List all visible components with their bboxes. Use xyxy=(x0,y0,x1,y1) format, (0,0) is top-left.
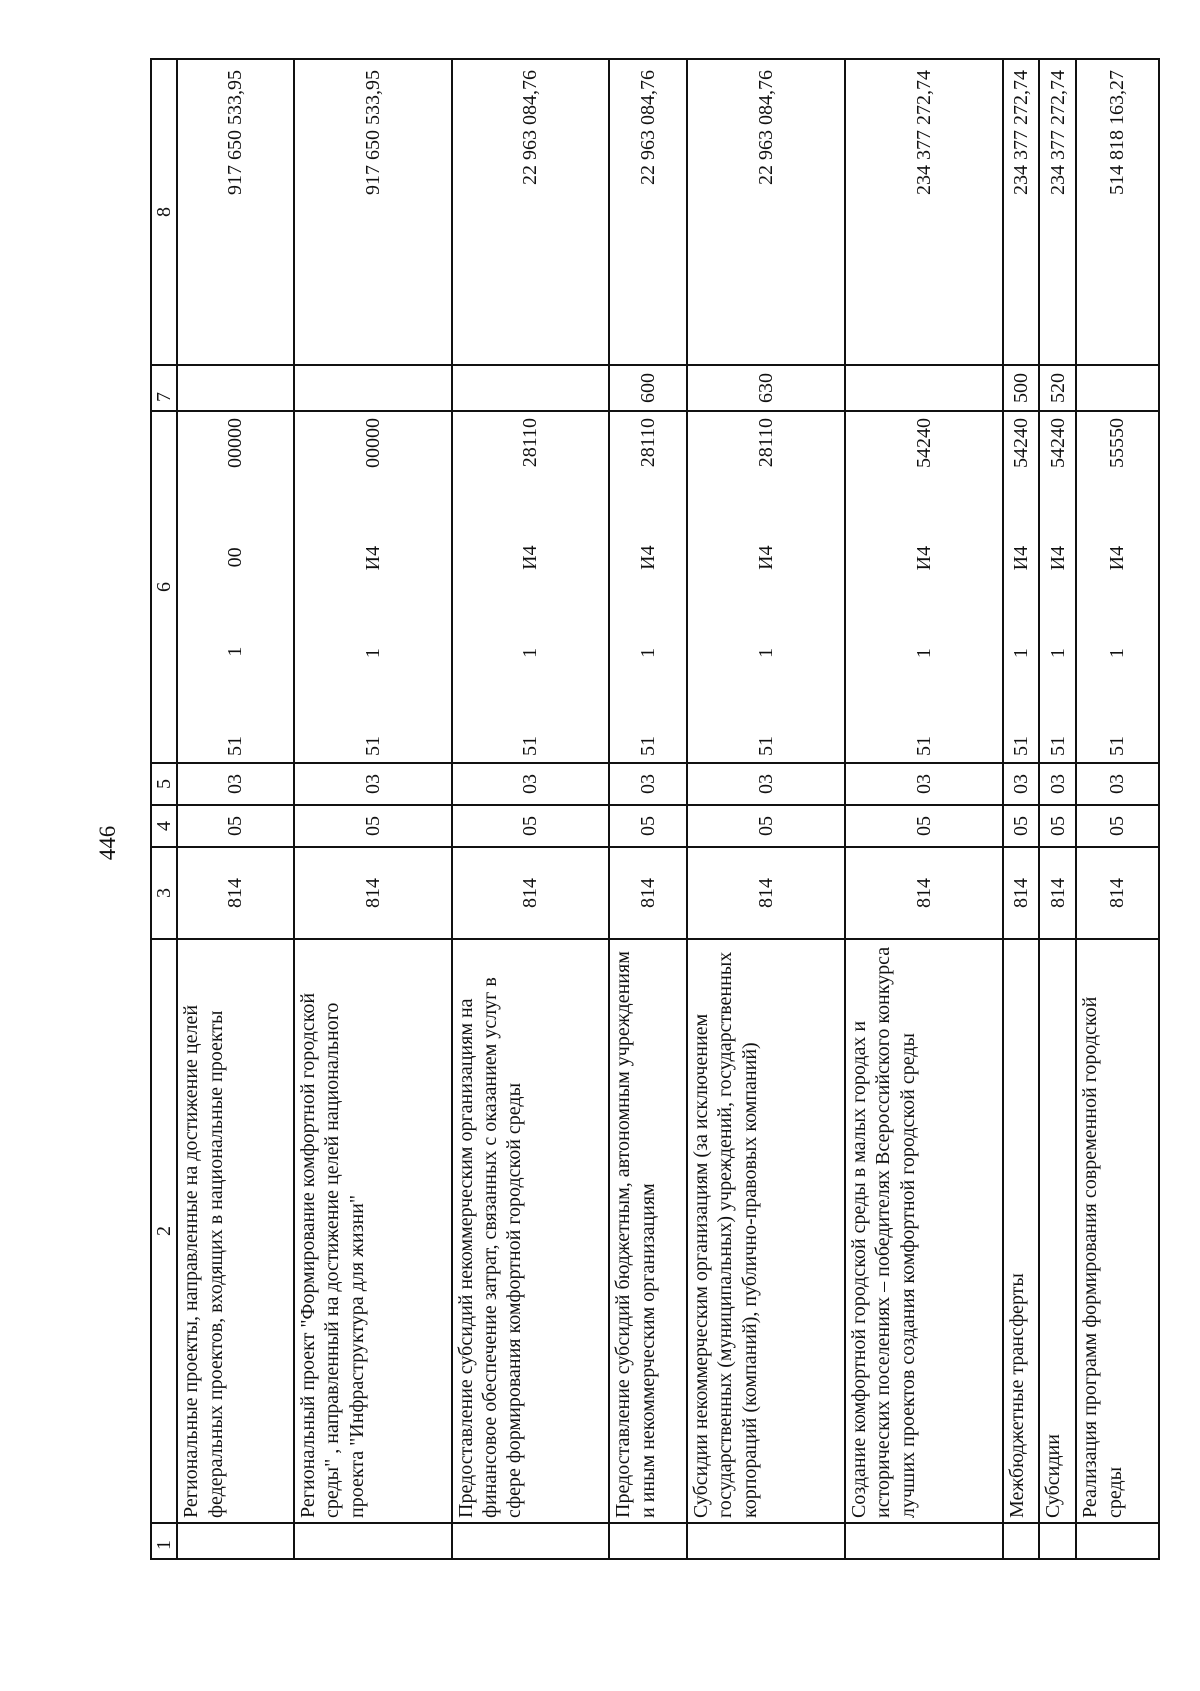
target-article-part: 51 xyxy=(1106,736,1129,756)
target-article-part: И4 xyxy=(519,545,542,570)
target-article-part: И4 xyxy=(1106,545,1129,571)
target-article-part: И4 xyxy=(912,545,935,571)
target-article-part: 28110 xyxy=(637,418,660,468)
admin-code-cell: 814 xyxy=(845,847,1003,939)
description-cell: Региональные проекты, направленные на достижение целей федеральных проектов, входящих в национальные проекты xyxy=(177,939,293,1523)
table-row xyxy=(609,59,687,1559)
subsection-code-cell: 03 xyxy=(294,763,452,805)
row-number-cell xyxy=(1003,1523,1040,1559)
target-article-cell xyxy=(1003,411,1040,763)
section-code-cell: 05 xyxy=(609,805,687,847)
column-header: 4 xyxy=(151,805,177,847)
admin-code-cell: 814 xyxy=(294,847,452,939)
header-row xyxy=(151,59,177,1559)
amount-cell: 234 377 272,74 xyxy=(845,59,1003,365)
description-cell: Создание комфортной городской среды в малых городах и исторических поселениях – победителях Всероссийского конкурса лучших проектов создания комфортной городской среды xyxy=(845,939,1003,1523)
description-cell: Предоставление субсидий некоммерческим организациям на финансовое обеспечение затрат, связанных с оказанием услуг в сфере формирования комфортной городской среды xyxy=(452,939,610,1523)
table-row xyxy=(687,59,845,1559)
subsection-code-cell: 03 xyxy=(1003,763,1040,805)
target-article-part: 51 xyxy=(519,736,542,756)
expense-type-cell xyxy=(1076,365,1159,411)
target-article-part: 1 xyxy=(361,648,384,659)
target-article-cell xyxy=(1076,411,1159,763)
section-code-cell: 05 xyxy=(452,805,610,847)
expense-type-cell xyxy=(177,365,293,411)
subsection-code-cell: 03 xyxy=(687,763,845,805)
expense-type-cell xyxy=(845,365,1003,411)
target-article-cell xyxy=(294,411,452,763)
row-number-cell xyxy=(177,1523,293,1559)
section-code-cell: 05 xyxy=(845,805,1003,847)
target-article-part: И4 xyxy=(754,545,777,570)
budget-table-container xyxy=(150,60,1160,1560)
amount-cell: 917 650 533,95 xyxy=(294,59,452,365)
row-number-cell xyxy=(609,1523,687,1559)
row-number-cell xyxy=(1076,1523,1159,1559)
target-article-part: И4 xyxy=(637,545,660,570)
column-header: 8 xyxy=(151,59,177,365)
section-code-cell: 05 xyxy=(687,805,845,847)
admin-code-cell: 814 xyxy=(177,847,293,939)
target-article-part: 51 xyxy=(361,736,384,756)
target-article-part: 51 xyxy=(1046,736,1069,756)
description-cell: Региональный проект "Формирование комфортной городской среды" , направленный на достижение целей национального проекта "Инфраструктура для жизни" xyxy=(294,939,452,1523)
budget-table xyxy=(150,58,1160,1560)
target-article-cell xyxy=(845,411,1003,763)
target-article-part: 1 xyxy=(912,648,935,659)
target-article-part: 51 xyxy=(224,736,247,756)
row-number-cell xyxy=(687,1523,845,1559)
subsection-code-cell: 03 xyxy=(1039,763,1076,805)
amount-cell: 22 963 084,76 xyxy=(687,59,845,365)
target-article-part: 54240 xyxy=(912,418,935,469)
amount-cell: 514 818 163,27 xyxy=(1076,59,1159,365)
target-article-cell xyxy=(687,411,845,763)
target-article-part: 1 xyxy=(637,647,660,658)
target-article-part: 51 xyxy=(912,736,935,756)
admin-code-cell: 814 xyxy=(1076,847,1159,939)
target-article-part: 1 xyxy=(754,647,777,658)
target-article-part: 00000 xyxy=(361,418,384,469)
target-article-part: 1 xyxy=(1009,648,1032,659)
description-cell: Реализация программ формирования современной городской среды xyxy=(1076,939,1159,1523)
target-article-part: 51 xyxy=(1009,736,1032,756)
admin-code-cell: 814 xyxy=(687,847,845,939)
section-code-cell: 05 xyxy=(1003,805,1040,847)
table-row xyxy=(1076,59,1159,1559)
target-article-part: 1 xyxy=(224,646,247,657)
target-article-part: И4 xyxy=(1046,545,1069,571)
target-article-part: 00 xyxy=(224,547,247,568)
target-article-cell xyxy=(452,411,610,763)
target-article-part: 00000 xyxy=(224,418,247,469)
target-article-part: 51 xyxy=(637,736,660,756)
column-header: 2 xyxy=(151,939,177,1523)
subsection-code-cell: 03 xyxy=(609,763,687,805)
row-number-cell xyxy=(1039,1523,1076,1559)
subsection-code-cell: 03 xyxy=(845,763,1003,805)
section-code-cell: 05 xyxy=(1076,805,1159,847)
target-article-cell xyxy=(609,411,687,763)
target-article-part: И4 xyxy=(361,545,384,571)
amount-cell: 234 377 272,74 xyxy=(1039,59,1076,365)
admin-code-cell: 814 xyxy=(609,847,687,939)
table-row xyxy=(1039,59,1076,1559)
column-header: 7 xyxy=(151,365,177,411)
target-article-part: 1 xyxy=(519,647,542,658)
row-number-cell xyxy=(294,1523,452,1559)
amount-cell: 917 650 533,95 xyxy=(177,59,293,365)
column-header: 3 xyxy=(151,847,177,939)
expense-type-cell: 600 xyxy=(609,365,687,411)
column-header: 5 xyxy=(151,763,177,805)
description-cell: Предоставление субсидий бюджетным, автономным учреждениям и иным некоммерческим организациям xyxy=(609,939,687,1523)
expense-type-cell xyxy=(452,365,610,411)
expense-type-cell: 500 xyxy=(1003,365,1040,411)
row-number-cell xyxy=(845,1523,1003,1559)
target-article-cell xyxy=(177,411,293,763)
description-cell: Субсидии некоммерческим организациям (за исключением государственных (муниципальных) учреждений, государственных корпораций (компаний), публично-правовых компаний) xyxy=(687,939,845,1523)
description-cell: Субсидии xyxy=(1039,939,1076,1523)
target-article-part: И4 xyxy=(1009,545,1032,571)
section-code-cell: 05 xyxy=(1039,805,1076,847)
table-row xyxy=(177,59,293,1559)
amount-cell: 22 963 084,76 xyxy=(609,59,687,365)
column-header: 1 xyxy=(151,1523,177,1559)
amount-cell: 234 377 272,74 xyxy=(1003,59,1040,365)
expense-type-cell xyxy=(294,365,452,411)
row-number-cell xyxy=(452,1523,610,1559)
amount-cell: 22 963 084,76 xyxy=(452,59,610,365)
target-article-part: 54240 xyxy=(1009,418,1032,469)
expense-type-cell: 630 xyxy=(687,365,845,411)
target-article-part: 1 xyxy=(1106,648,1129,659)
admin-code-cell: 814 xyxy=(1039,847,1076,939)
subsection-code-cell: 03 xyxy=(177,763,293,805)
admin-code-cell: 814 xyxy=(452,847,610,939)
admin-code-cell: 814 xyxy=(1003,847,1040,939)
target-article-part: 28110 xyxy=(754,418,777,468)
table-row xyxy=(294,59,452,1559)
target-article-part: 55550 xyxy=(1106,418,1129,469)
target-article-part: 28110 xyxy=(519,418,542,468)
subsection-code-cell: 03 xyxy=(452,763,610,805)
table-row xyxy=(452,59,610,1559)
table-row xyxy=(1003,59,1040,1559)
column-header: 6 xyxy=(151,411,177,763)
target-article-part: 1 xyxy=(1046,648,1069,659)
target-article-part: 51 xyxy=(754,736,777,756)
section-code-cell: 05 xyxy=(177,805,293,847)
description-cell: Межбюджетные трансферты xyxy=(1003,939,1040,1523)
target-article-cell xyxy=(1039,411,1076,763)
section-code-cell: 05 xyxy=(294,805,452,847)
target-article-part: 54240 xyxy=(1046,418,1069,469)
subsection-code-cell: 03 xyxy=(1076,763,1159,805)
page-number: 446 xyxy=(95,825,120,861)
table-row xyxy=(845,59,1003,1559)
expense-type-cell: 520 xyxy=(1039,365,1076,411)
